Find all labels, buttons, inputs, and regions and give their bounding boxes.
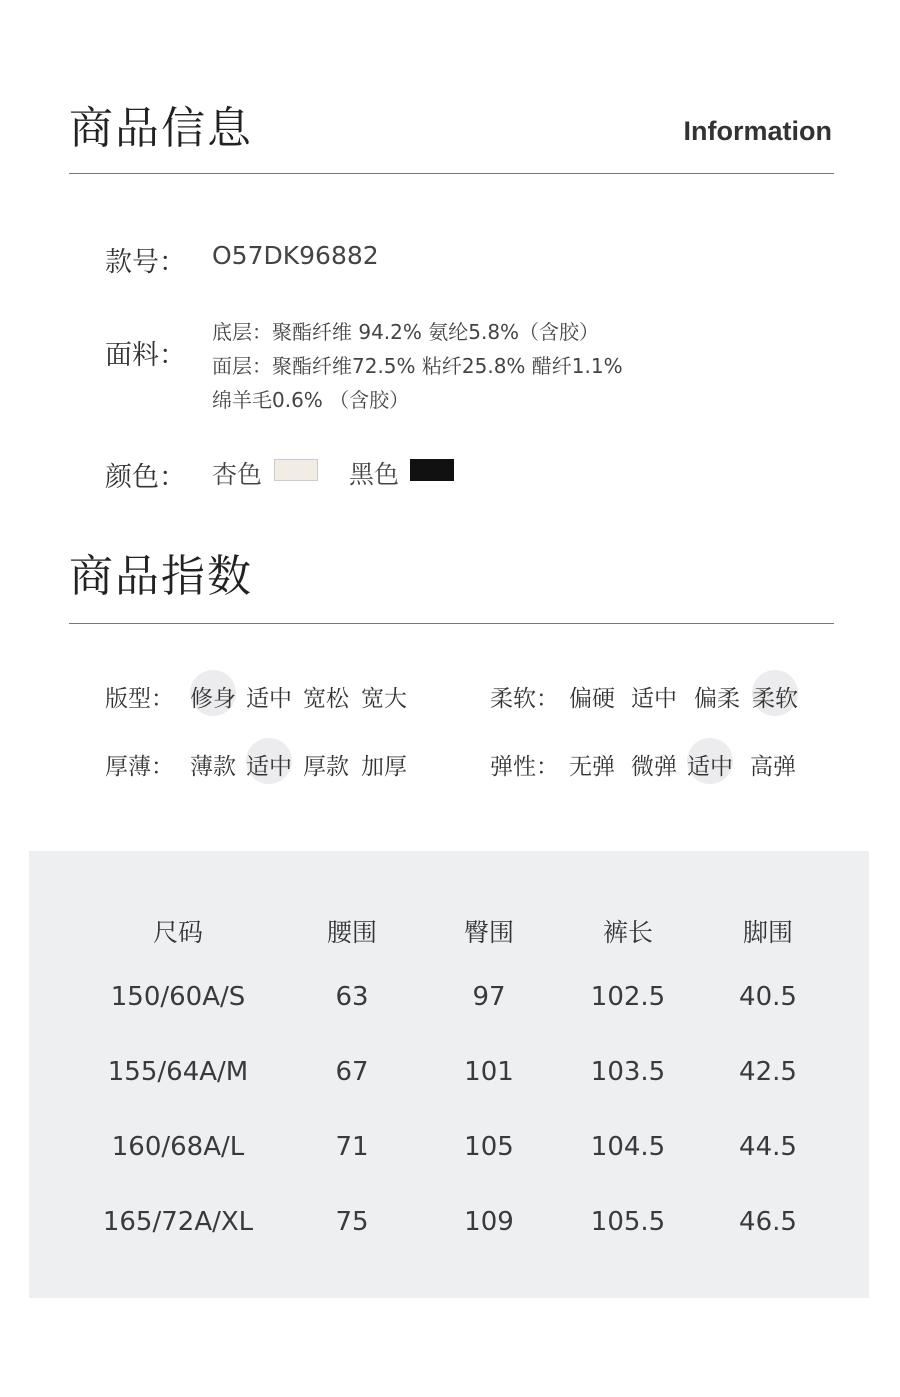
index-option: 适中 xyxy=(246,754,292,780)
index-option: 高弹 xyxy=(750,754,796,780)
index-section-title: 商品指数 xyxy=(69,551,253,602)
table-cell: 44.5 xyxy=(739,1132,797,1162)
color-swatch-apricot xyxy=(274,459,318,481)
index-label-thickness: 厚薄： xyxy=(105,754,174,780)
index-option: 修身 xyxy=(190,686,236,712)
table-cell: 71 xyxy=(335,1132,369,1162)
index-label-softness: 柔软： xyxy=(490,686,559,712)
index-option: 适中 xyxy=(246,686,292,712)
table-cell: 104.5 xyxy=(590,1132,666,1162)
index-option: 适中 xyxy=(687,754,733,780)
table-cell: 109 xyxy=(464,1207,514,1237)
style-no-value: O57DK96882 xyxy=(212,241,379,270)
table-cell: 155/64A/M xyxy=(107,1057,249,1087)
color-swatch-black xyxy=(410,459,454,481)
color-label: 颜色： xyxy=(105,462,186,493)
table-cell: 105.5 xyxy=(590,1207,666,1237)
fabric-line: 底层：聚酯纤维 94.2% 氨纶5.8%（含胶） xyxy=(212,320,600,344)
table-cell: 46.5 xyxy=(739,1207,797,1237)
color-name-black: 黑色 xyxy=(349,460,400,489)
color-name-apricot: 杏色 xyxy=(212,460,263,489)
info-section-title: 商品信息 xyxy=(69,103,253,154)
table-cell: 103.5 xyxy=(590,1057,666,1087)
table-cell: 97 xyxy=(472,982,506,1012)
index-option: 宽松 xyxy=(303,686,349,712)
table-cell: 75 xyxy=(335,1207,369,1237)
table-header: 裤长 xyxy=(602,918,653,947)
table-cell: 40.5 xyxy=(739,982,797,1012)
fabric-line: 绵羊毛0.6% （含胶） xyxy=(212,388,410,412)
fabric-label: 面料： xyxy=(105,340,186,371)
index-option: 柔软 xyxy=(752,686,798,712)
index-option: 厚款 xyxy=(303,754,349,780)
table-header: 脚围 xyxy=(742,918,793,947)
index-option: 微弹 xyxy=(631,754,677,780)
index-option: 偏硬 xyxy=(569,686,615,712)
index-option: 无弹 xyxy=(569,754,615,780)
style-no-label: 款号： xyxy=(105,247,186,278)
index-label-fit: 版型： xyxy=(105,686,174,712)
table-cell: 101 xyxy=(464,1057,514,1087)
index-label-elasticity: 弹性： xyxy=(490,754,559,780)
table-cell: 67 xyxy=(335,1057,369,1087)
index-option: 适中 xyxy=(631,686,677,712)
index-divider xyxy=(69,623,834,624)
index-option: 薄款 xyxy=(190,754,236,780)
table-cell: 160/68A/L xyxy=(111,1132,245,1162)
table-cell: 105 xyxy=(464,1132,514,1162)
table-header: 尺码 xyxy=(152,918,203,947)
table-cell: 150/60A/S xyxy=(110,982,246,1012)
index-option: 宽大 xyxy=(361,686,407,712)
table-cell: 102.5 xyxy=(590,982,666,1012)
index-option: 偏柔 xyxy=(694,686,740,712)
table-header: 腰围 xyxy=(326,918,377,947)
table-cell: 165/72A/XL xyxy=(102,1207,254,1237)
table-header: 臀围 xyxy=(463,918,514,947)
size-table xyxy=(29,851,869,1298)
table-cell: 63 xyxy=(335,982,369,1012)
fabric-line: 面层：聚酯纤维72.5% 粘纤25.8% 醋纤1.1% xyxy=(212,354,623,378)
info-divider xyxy=(69,173,834,174)
index-option: 加厚 xyxy=(361,754,407,780)
table-cell: 42.5 xyxy=(739,1057,797,1087)
info-section-title-en: Information xyxy=(683,116,832,146)
